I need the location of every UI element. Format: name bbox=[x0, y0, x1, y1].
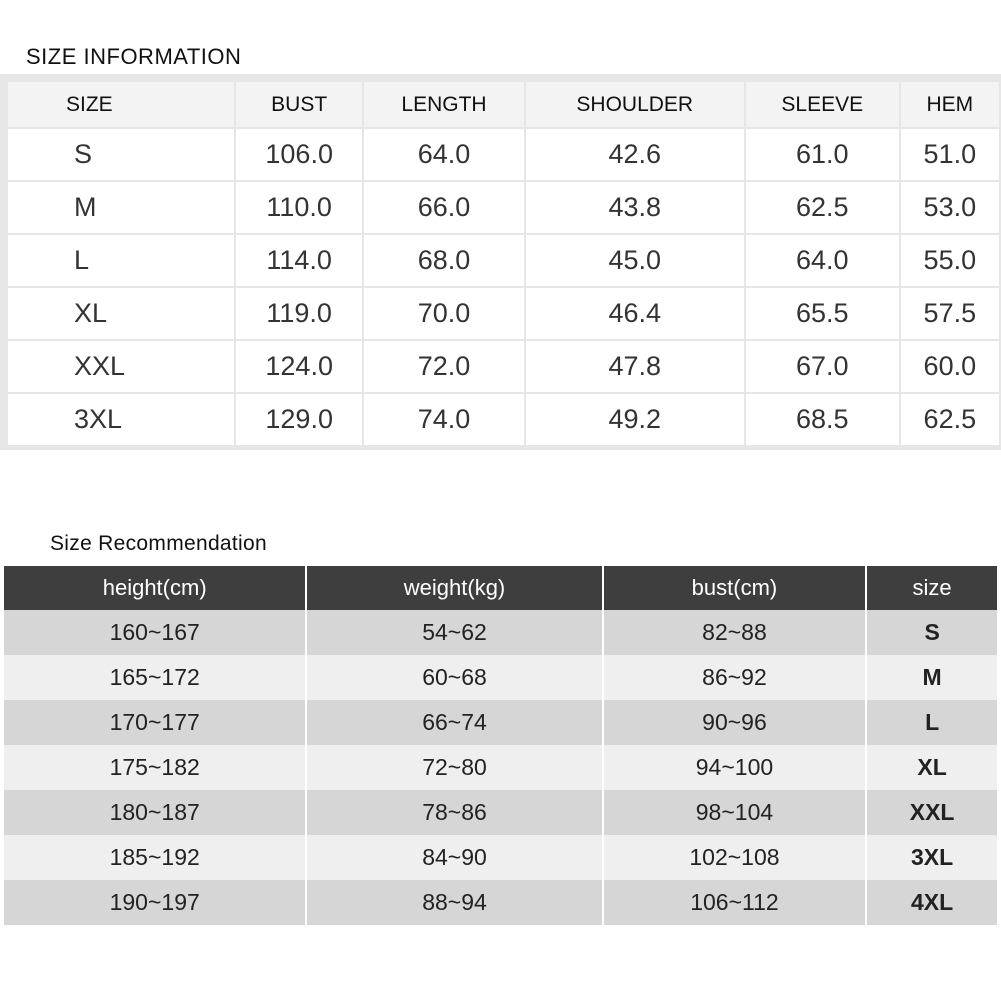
table-cell: 53.0 bbox=[901, 182, 999, 233]
table-cell: XXL bbox=[867, 790, 997, 835]
size-recommendation-table bbox=[2, 566, 999, 925]
table-cell: 70.0 bbox=[364, 288, 523, 339]
table-row bbox=[8, 235, 999, 286]
table-cell: 72~80 bbox=[307, 745, 601, 790]
table-row bbox=[4, 655, 997, 700]
table-cell: 119.0 bbox=[236, 288, 362, 339]
table-row bbox=[8, 182, 999, 233]
table-cell: 60~68 bbox=[307, 655, 601, 700]
table-cell: 86~92 bbox=[604, 655, 866, 700]
table-cell: 47.8 bbox=[526, 341, 744, 392]
table-cell: 45.0 bbox=[526, 235, 744, 286]
table-row bbox=[4, 700, 997, 745]
table-cell: 64.0 bbox=[364, 129, 523, 180]
table-cell: 106~112 bbox=[604, 880, 866, 925]
table-cell: XXL bbox=[8, 341, 234, 392]
size-recommendation-title: Size Recommendation bbox=[50, 532, 267, 555]
table-cell: XL bbox=[867, 745, 997, 790]
header-height: height(cm) bbox=[4, 566, 305, 610]
table-cell: 66.0 bbox=[364, 182, 523, 233]
table-cell: 49.2 bbox=[526, 394, 744, 445]
table-cell: M bbox=[867, 655, 997, 700]
table-cell: 102~108 bbox=[604, 835, 866, 880]
header-size: size bbox=[867, 566, 997, 610]
size-information-body bbox=[8, 129, 999, 445]
header-shoulder: SHOULDER bbox=[526, 82, 744, 127]
table-cell: 46.4 bbox=[526, 288, 744, 339]
header-length: LENGTH bbox=[364, 82, 523, 127]
table-cell: 88~94 bbox=[307, 880, 601, 925]
table-cell: 42.6 bbox=[526, 129, 744, 180]
table-cell: 84~90 bbox=[307, 835, 601, 880]
table-cell: 185~192 bbox=[4, 835, 305, 880]
table-cell: 62.5 bbox=[746, 182, 899, 233]
table-cell: 190~197 bbox=[4, 880, 305, 925]
table-cell: 68.0 bbox=[364, 235, 523, 286]
table-cell: 67.0 bbox=[746, 341, 899, 392]
header-bust: BUST bbox=[236, 82, 362, 127]
table-cell: 55.0 bbox=[901, 235, 999, 286]
table-cell: 129.0 bbox=[236, 394, 362, 445]
table-header-row bbox=[4, 566, 997, 610]
header-sleeve: SLEEVE bbox=[746, 82, 899, 127]
table-cell: 114.0 bbox=[236, 235, 362, 286]
table-cell: 82~88 bbox=[604, 610, 866, 655]
table-cell: 106.0 bbox=[236, 129, 362, 180]
table-cell: 72.0 bbox=[364, 341, 523, 392]
table-cell: 3XL bbox=[867, 835, 997, 880]
table-cell: 54~62 bbox=[307, 610, 601, 655]
table-cell: M bbox=[8, 182, 234, 233]
table-cell: 74.0 bbox=[364, 394, 523, 445]
table-row bbox=[8, 341, 999, 392]
header-bust: bust(cm) bbox=[604, 566, 866, 610]
table-cell: 90~96 bbox=[604, 700, 866, 745]
table-cell: 51.0 bbox=[901, 129, 999, 180]
size-information-title: SIZE INFORMATION bbox=[26, 44, 242, 69]
table-cell: 60.0 bbox=[901, 341, 999, 392]
header-hem: HEM bbox=[901, 82, 999, 127]
table-row bbox=[4, 745, 997, 790]
table-row bbox=[4, 790, 997, 835]
table-cell: 170~177 bbox=[4, 700, 305, 745]
table-cell: 66~74 bbox=[307, 700, 601, 745]
header-size: SIZE bbox=[8, 82, 234, 127]
table-row bbox=[8, 288, 999, 339]
table-cell: 165~172 bbox=[4, 655, 305, 700]
table-cell: L bbox=[8, 235, 234, 286]
table-cell: 180~187 bbox=[4, 790, 305, 835]
size-recommendation-body bbox=[4, 610, 997, 925]
table-cell: 124.0 bbox=[236, 341, 362, 392]
table-cell: 4XL bbox=[867, 880, 997, 925]
table-cell: L bbox=[867, 700, 997, 745]
table-cell: 94~100 bbox=[604, 745, 866, 790]
table-cell: 78~86 bbox=[307, 790, 601, 835]
table-cell: 3XL bbox=[8, 394, 234, 445]
table-cell: 62.5 bbox=[901, 394, 999, 445]
table-cell: 68.5 bbox=[746, 394, 899, 445]
header-weight: weight(kg) bbox=[307, 566, 601, 610]
table-cell: XL bbox=[8, 288, 234, 339]
size-information-table bbox=[6, 80, 1001, 447]
size-information-panel bbox=[0, 74, 1001, 450]
table-cell: 61.0 bbox=[746, 129, 899, 180]
table-row bbox=[8, 129, 999, 180]
table-row bbox=[4, 835, 997, 880]
table-cell: 65.5 bbox=[746, 288, 899, 339]
table-cell: 110.0 bbox=[236, 182, 362, 233]
table-cell: 98~104 bbox=[604, 790, 866, 835]
table-row bbox=[4, 880, 997, 925]
table-cell: S bbox=[8, 129, 234, 180]
table-header-row bbox=[8, 82, 999, 127]
table-cell: 160~167 bbox=[4, 610, 305, 655]
table-cell: 57.5 bbox=[901, 288, 999, 339]
table-cell: 175~182 bbox=[4, 745, 305, 790]
table-cell: 64.0 bbox=[746, 235, 899, 286]
table-row bbox=[4, 610, 997, 655]
table-row bbox=[8, 394, 999, 445]
table-cell: S bbox=[867, 610, 997, 655]
table-cell: 43.8 bbox=[526, 182, 744, 233]
